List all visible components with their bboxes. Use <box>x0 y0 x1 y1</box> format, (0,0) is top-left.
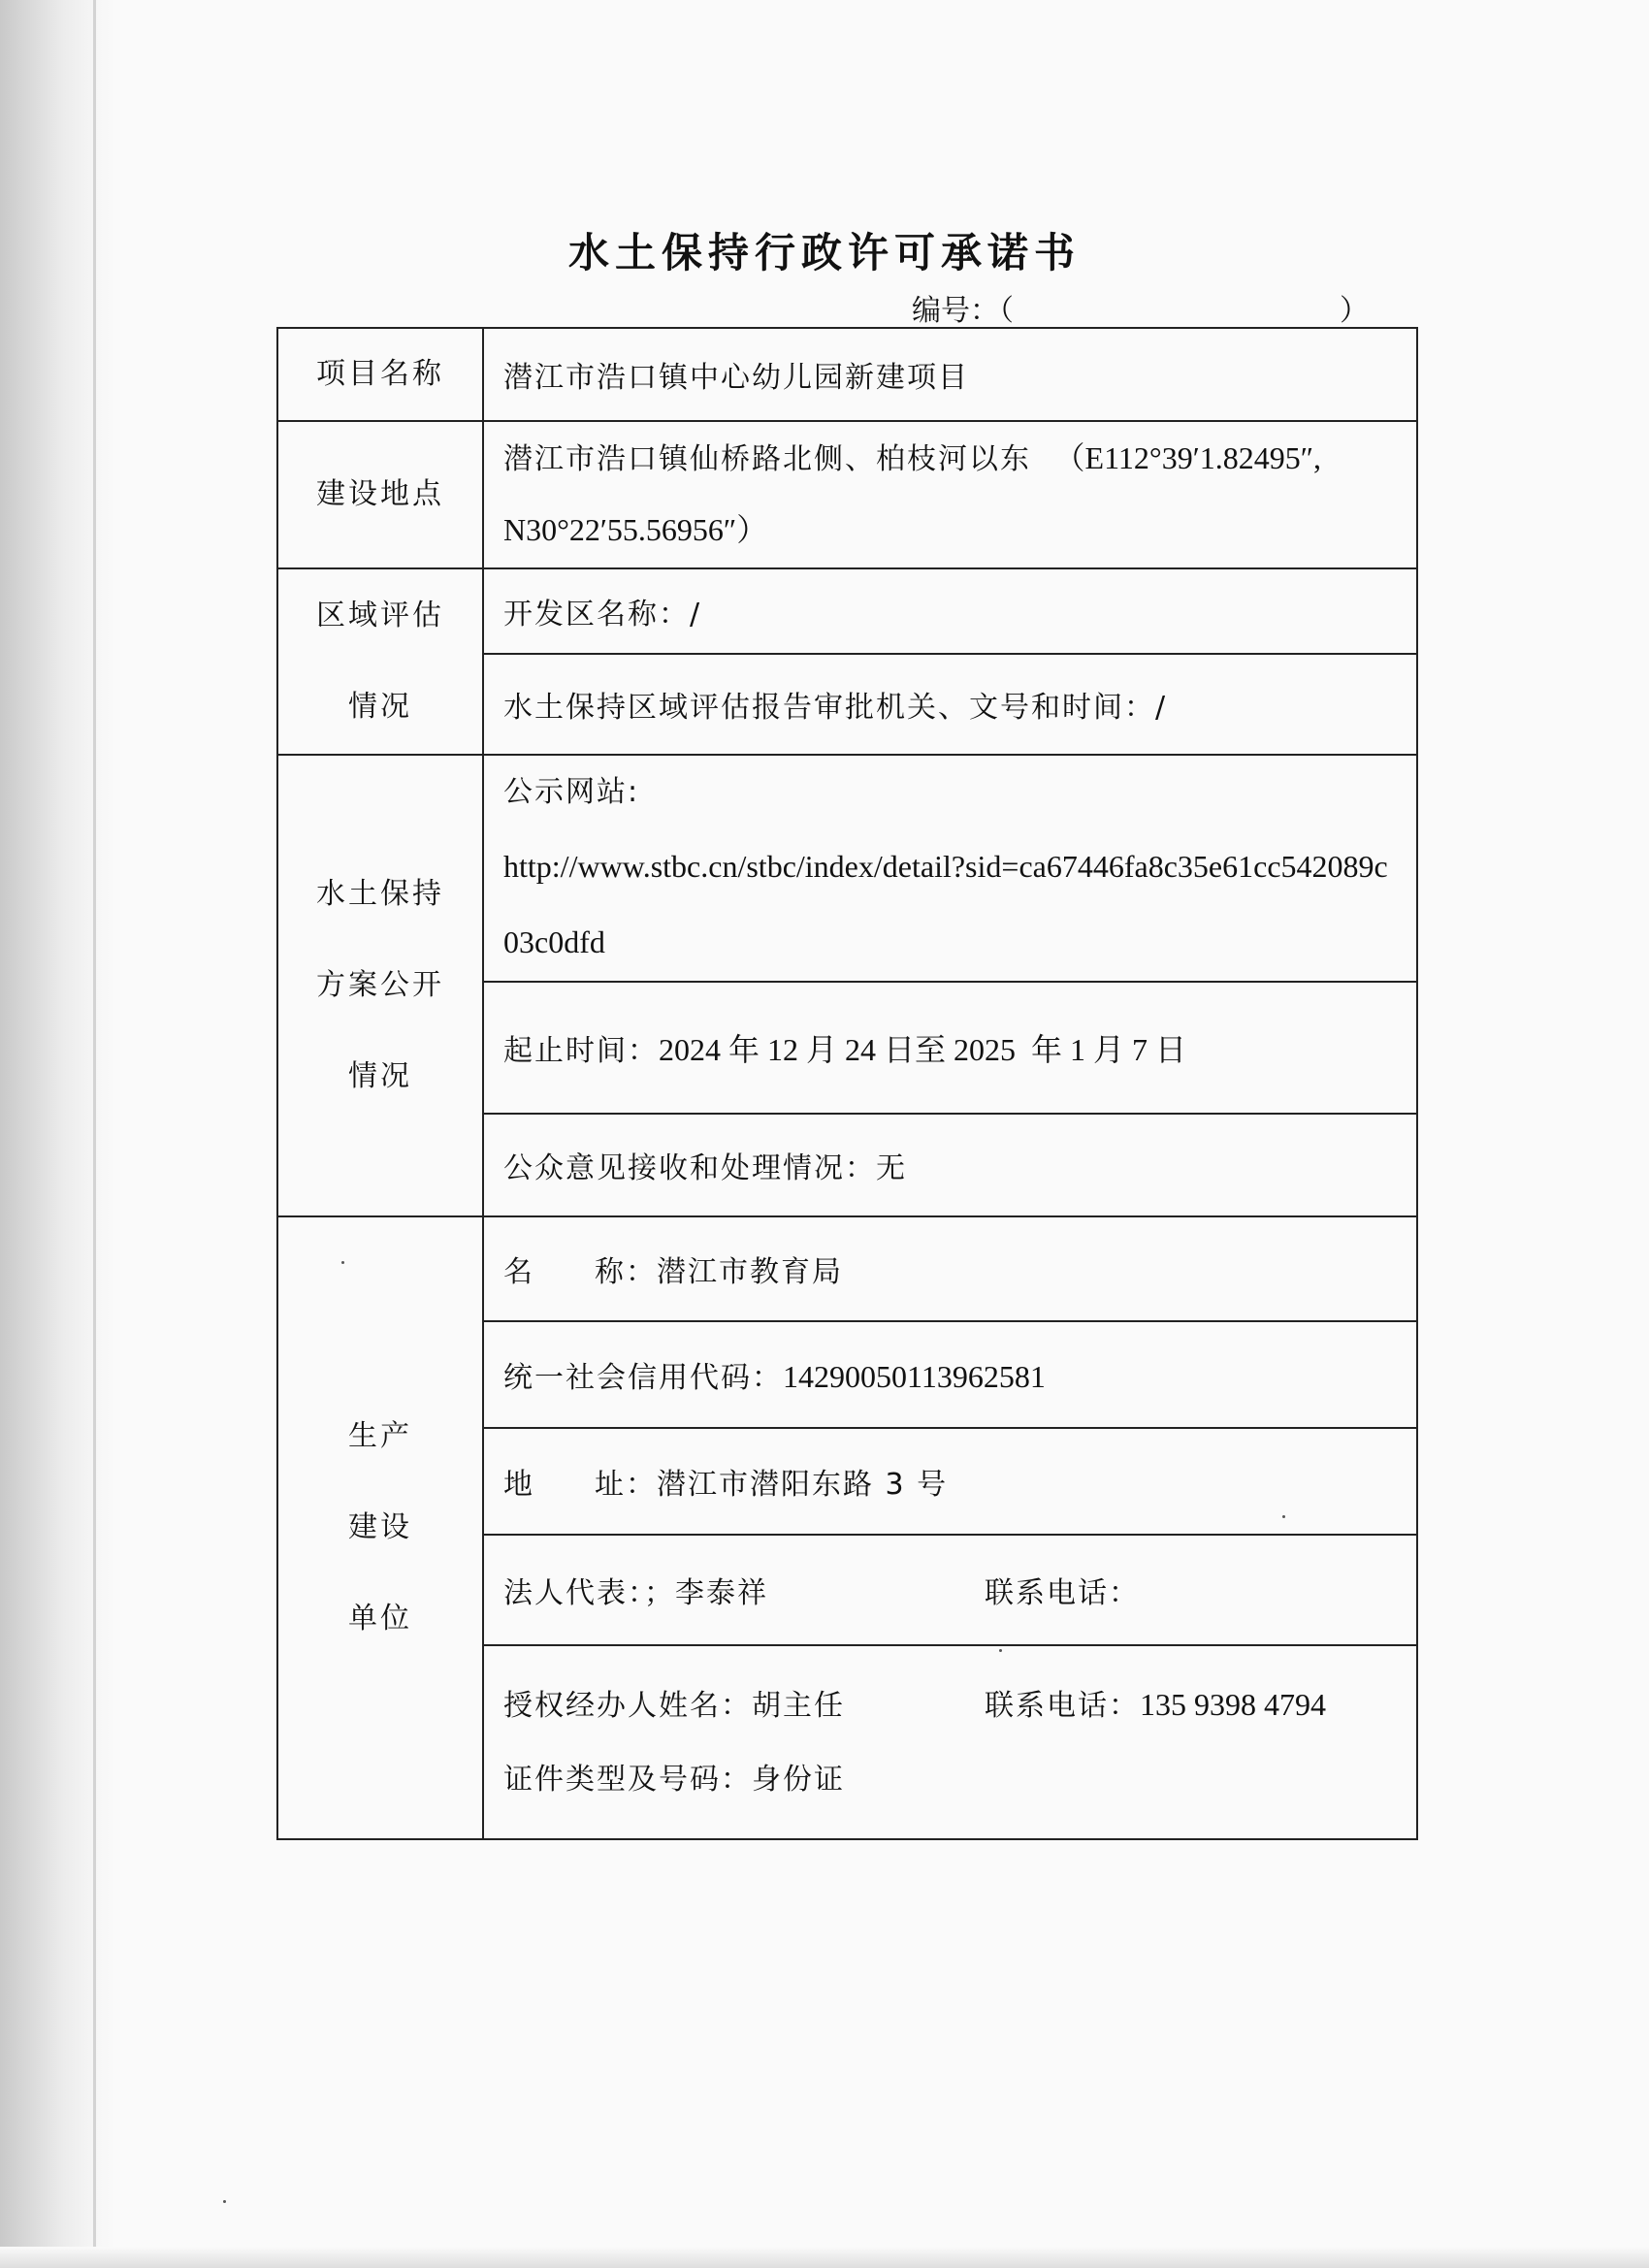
scan-speck <box>341 1261 344 1264</box>
agent-id-type: 证件类型及号码：身份证 <box>503 1763 845 1797</box>
unit-credit-code <box>483 1321 1417 1428</box>
number-label: 编号： <box>912 294 999 328</box>
label-disclosure-1: 水土保持 <box>316 877 444 911</box>
number-close-paren: ） <box>1340 294 1369 328</box>
label-unit <box>277 1216 483 1839</box>
unit-name-value: 潜江市教育局 <box>657 1255 843 1289</box>
label-disclosure-3: 情况 <box>348 1059 412 1093</box>
unit-name-label-a: 名 <box>503 1255 534 1289</box>
credit-label: 统一社会信用代码： <box>503 1361 783 1395</box>
label-disclosure-2: 方案公开 <box>316 968 444 1002</box>
scan-speck <box>223 2200 226 2203</box>
number-open-paren: （ <box>999 294 1014 328</box>
location-value <box>483 421 1417 568</box>
legal-phone-label: 联系电话： <box>985 1576 1140 1610</box>
agent-phone-value: 135 9398 4794 <box>1140 1687 1326 1722</box>
dev-zone-name: 开发区名称：/ <box>483 568 1417 654</box>
label-regional-eval-1: 区域评估 <box>316 599 444 632</box>
period-value: 2024 年 12 月 24 日至 2025 年 1 月 7 日 <box>659 1032 1187 1067</box>
document-number <box>912 286 1369 329</box>
website-label: 公示网站: <box>503 775 640 809</box>
label-project-name: 项目名称 <box>277 328 483 421</box>
disclosure-period <box>483 982 1417 1114</box>
label-unit-3: 单位 <box>348 1602 412 1636</box>
address-label-b: 址： <box>595 1468 657 1502</box>
label-regional-eval <box>277 568 483 755</box>
bottom-scan-edge <box>0 2247 1649 2268</box>
public-opinion: 公众意见接收和处理情况：无 <box>483 1114 1417 1216</box>
unit-agent <box>483 1645 1417 1839</box>
period-label: 起止时间： <box>503 1034 659 1068</box>
unit-legal-rep <box>483 1535 1417 1645</box>
row-regional-eval-devzone <box>277 568 1417 654</box>
regional-eval-approval: 水土保持区域评估报告审批机关、文号和时间：/ <box>483 654 1417 755</box>
label-location: 建设地点 <box>277 421 483 568</box>
address-value: 潜江市潜阳东路 3 号 <box>657 1468 949 1502</box>
address-label-a: 地 <box>503 1468 534 1502</box>
row-project-name <box>277 328 1417 421</box>
scan-speck <box>1282 1515 1285 1518</box>
unit-name-label-b: 称： <box>595 1255 657 1289</box>
label-disclosure <box>277 755 483 1216</box>
row-unit-name <box>277 1216 1417 1321</box>
agent-name: 授权经办人姓名：胡主任 <box>503 1689 845 1723</box>
agent-phone-label: 联系电话： <box>985 1689 1140 1723</box>
project-name-value: 潜江市浩口镇中心幼儿园新建项目 <box>483 328 1417 421</box>
label-unit-1: 生产 <box>348 1419 412 1453</box>
location-coord-e: （E112°39′1.82495″, <box>1053 440 1322 475</box>
row-disclosure-website <box>277 755 1417 982</box>
disclosure-website <box>483 755 1417 982</box>
row-location <box>277 421 1417 568</box>
label-regional-eval-2: 情况 <box>348 690 412 724</box>
commitment-form-table <box>276 327 1418 1840</box>
label-unit-2: 建设 <box>348 1510 412 1544</box>
document-title: 水土保持行政许可承诺书 <box>567 229 1081 276</box>
disclosure-url: http://www.stbc.cn/stbc/index/detail?sid=ca67446fa8c35e61cc542089c03c0dfd <box>503 849 1388 959</box>
location-coord-n: N30°22′55.56956″） <box>503 512 768 547</box>
location-line1: 潜江市浩口镇仙桥路北侧、柏枝河以东 <box>503 442 1031 476</box>
legal-rep: 法人代表：；李泰祥 <box>503 1576 768 1610</box>
credit-value: 14290050113962581 <box>783 1359 1046 1394</box>
binding-shadow <box>0 0 116 2268</box>
unit-name <box>483 1216 1417 1321</box>
unit-address <box>483 1428 1417 1535</box>
binding-line <box>93 0 96 2268</box>
scan-speck <box>999 1649 1002 1652</box>
